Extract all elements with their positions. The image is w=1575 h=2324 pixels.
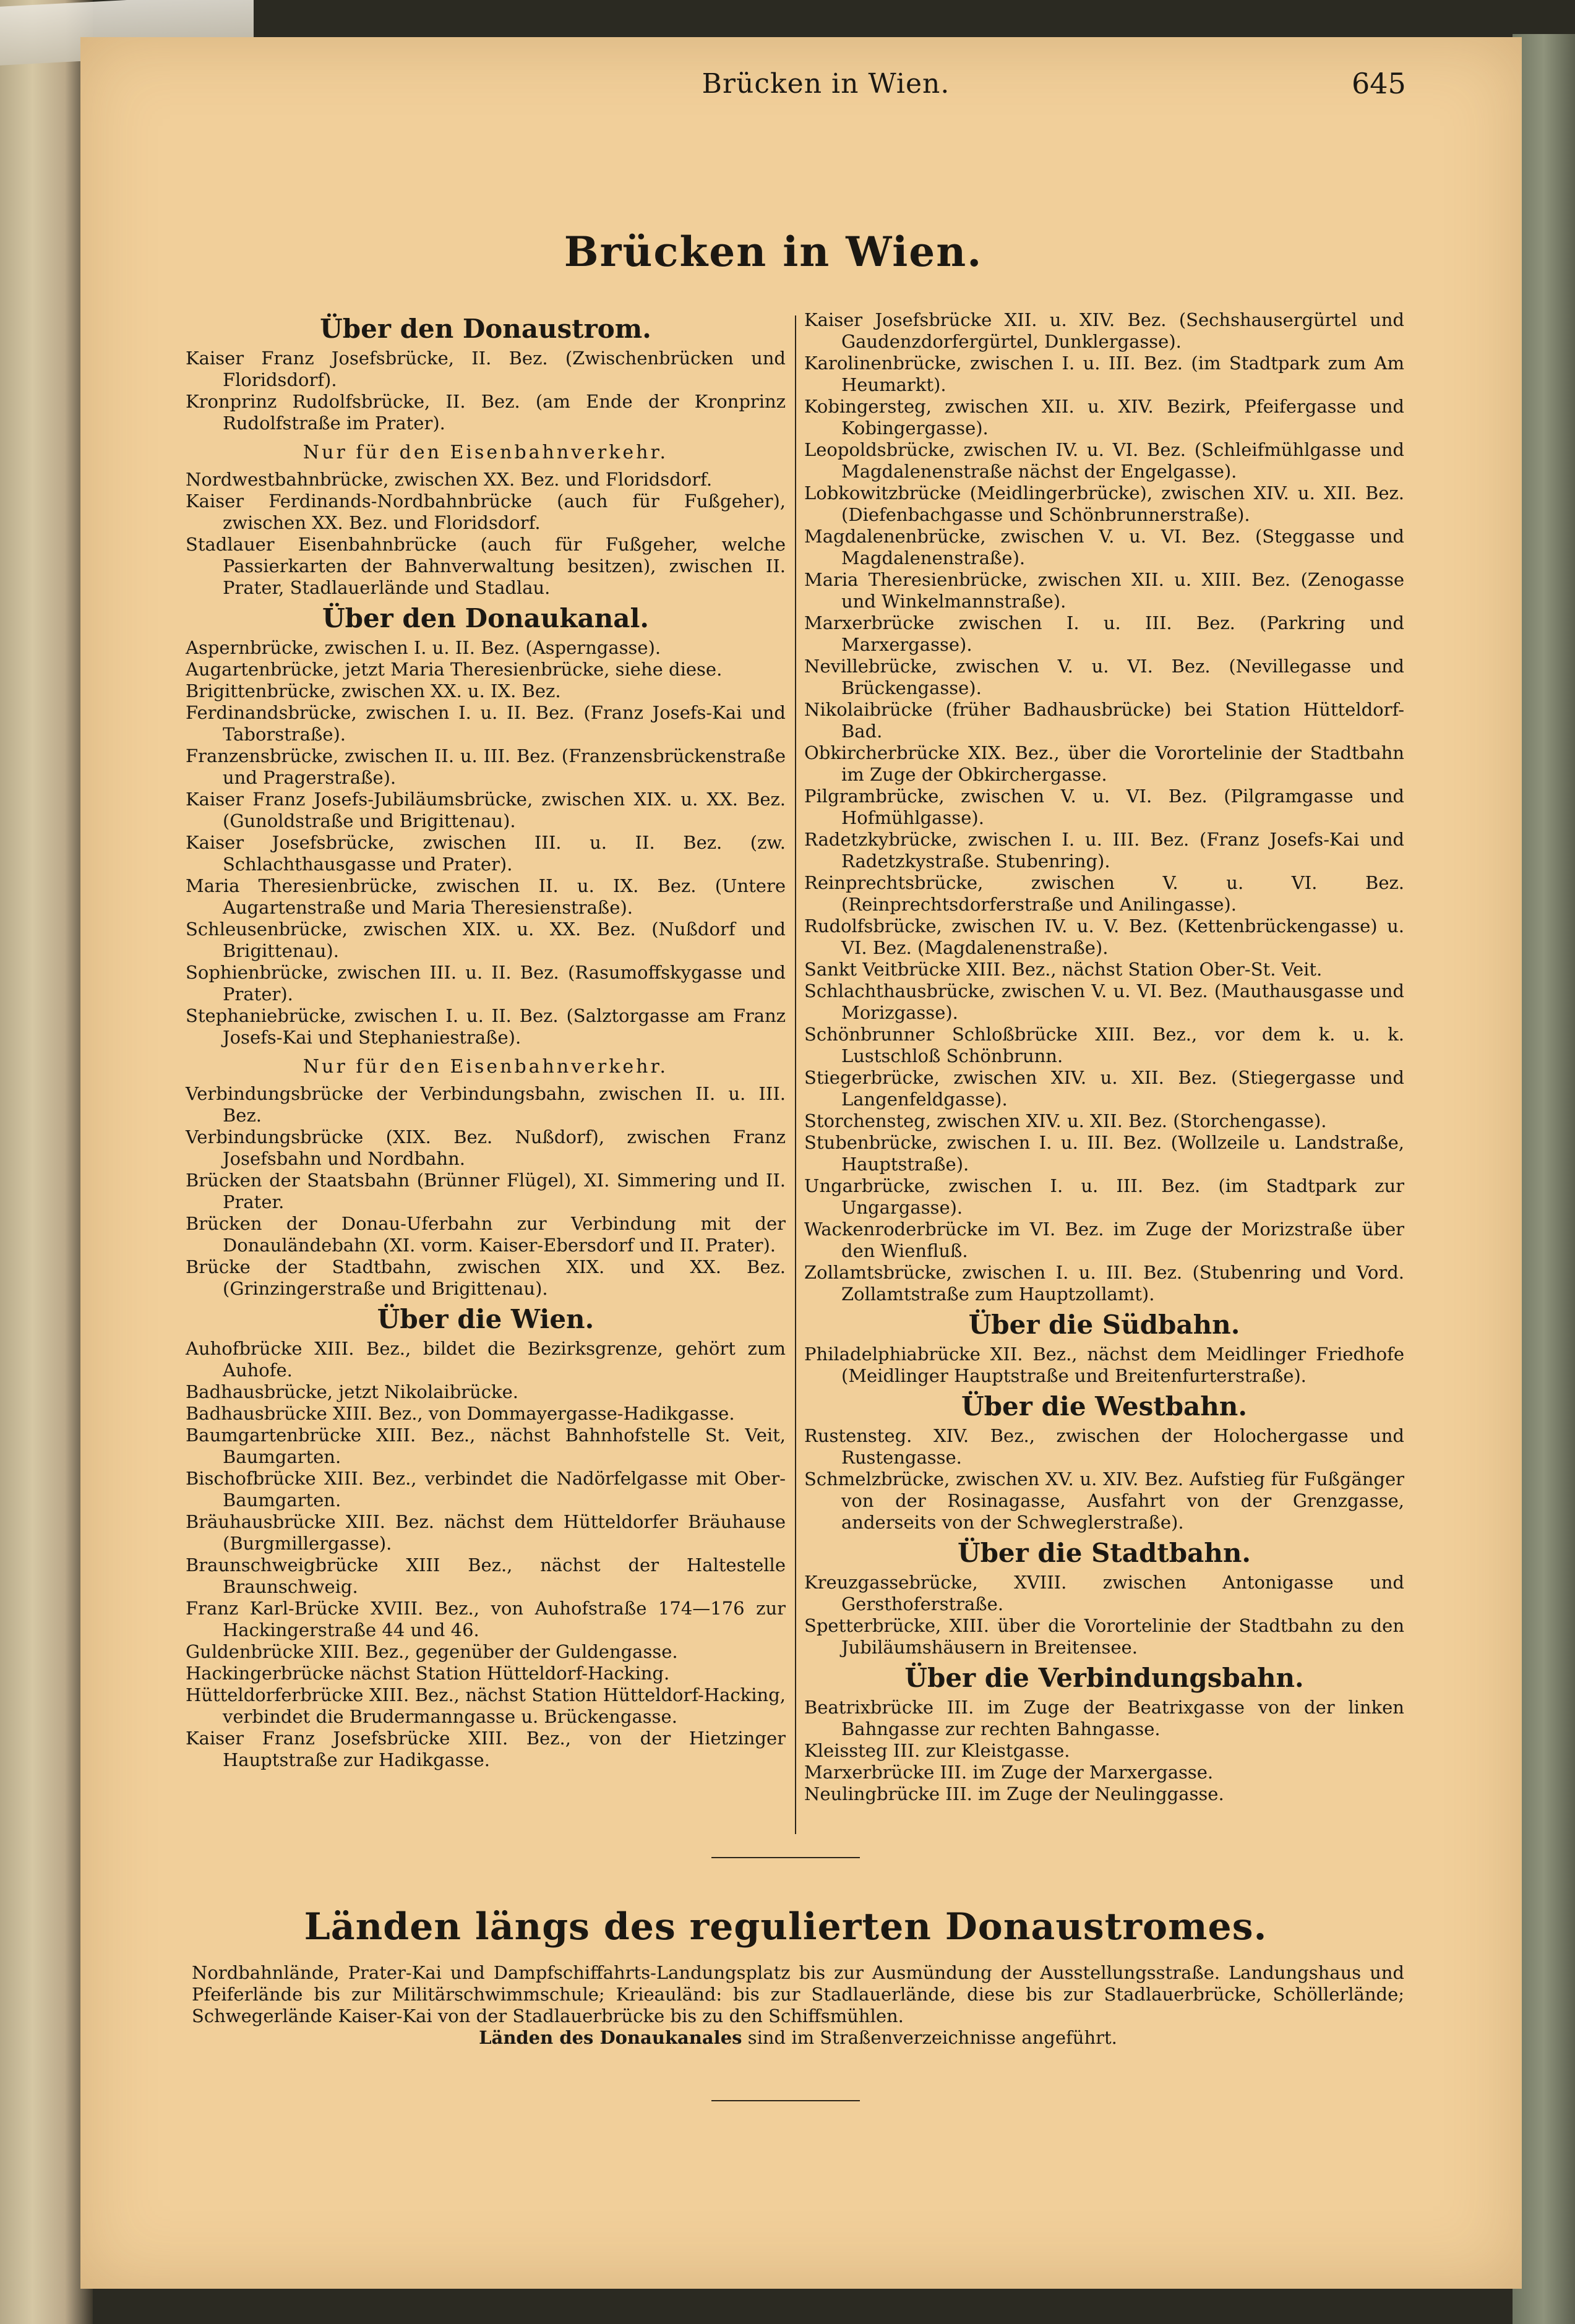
- laenden-note-rest: sind im Straßenverzeichnisse angeführt.: [742, 2027, 1117, 2048]
- list-item: Lobkowitzbrücke (Meidlingerbrücke), zwischen XIV. u. XII. Bez. (Diefenbachgasse und Schönbrunnerstraße).: [804, 482, 1404, 525]
- list-item: Wackenroderbrücke im VI. Bez. im Zuge der Morizstraße über den Wienfluß.: [804, 1219, 1404, 1261]
- list-item: Spetterbrücke, XIII. über die Vorortelinie der Stadtbahn zu den Jubiläumshäusern in Breitensee.: [804, 1615, 1404, 1658]
- list-item: Schlachthausbrücke, zwischen V. u. VI. Bez. (Mauthausgasse und Morizgasse).: [804, 980, 1404, 1023]
- list-item: Schmelzbrücke, zwischen XV. u. XIV. Bez. Aufstieg für Fußgänger von der Rosinagasse, Ausfahrt von der Grenzgasse, anderseits von der Schweglerstraße).: [804, 1469, 1404, 1533]
- list-item: Hackingerbrücke nächst Station Hütteldorf-Hacking.: [186, 1663, 670, 1684]
- section-heading-suedbahn: Über die Südbahn.: [968, 1310, 1240, 1340]
- list-item: Kronprinz Rudolfsbrücke, II. Bez. (am Ende der Kronprinz Rudolfstraße im Prater).: [186, 391, 786, 434]
- list-item: Brücken der Staatsbahn (Brünner Flügel), XI. Simmering und II. Prater.: [186, 1170, 786, 1212]
- list-item: Beatrixbrücke III. im Zuge der Beatrixgasse von der linken Bahngasse zur rechten Bahngasse.: [804, 1697, 1404, 1739]
- list-item: Kaiser Franz Josefs-Jubiläumsbrücke, zwischen XIX. u. XX. Bez. (Gunoldstraße und Brigittenau).: [186, 789, 786, 831]
- list-item: Reinprechtsbrücke, zwischen V. u. VI. Bez. (Reinprechtsdorferstraße und Anilingasse).: [804, 872, 1404, 915]
- list-item: Kleissteg III. zur Kleistgasse.: [804, 1740, 1070, 1761]
- section-heading-stadtbahn: Über die Stadtbahn.: [957, 1538, 1251, 1568]
- list-item: Marxerbrücke zwischen I. u. III. Bez. (Parkring und Marxergasse).: [804, 612, 1404, 655]
- list-item: Bischofbrücke XIII. Bez., verbindet die Nadörfelgasse mit Ober-Baumgarten.: [186, 1468, 786, 1511]
- separator-rule: [711, 1857, 860, 1858]
- running-head-title: Brücken in Wien.: [702, 68, 950, 100]
- list-item: Nordwestbahnbrücke, zwischen XX. Bez. und Floridsdorf.: [186, 469, 713, 490]
- list-item: Philadelphiabrücke XII. Bez., nächst dem Meidlinger Friedhofe (Meidlinger Hauptstraße und Breitenfurterstraße).: [804, 1344, 1404, 1386]
- list-item: Kreuzgassebrücke, XVIII. zwischen Antonigasse und Gersthoferstraße.: [804, 1572, 1404, 1614]
- laenden-text: Nordbahnlände, Prater-Kai und Dampfschiffahrts-Landungsplatz bis zur Ausmündung der Ausstellungsstraße. Landungshaus und Pfeiferlände bis zur Militärschwimmschule; Krieauländ: bis zur Stadlauerlände, diese bis zur Stadlauerbrücke, Schöllerlände; Schwegerlände Kaiser-Kai von der Stadlauerbrücke bis zu den Schiffsmühlen.: [192, 1962, 1404, 2026]
- list-item: Brücken der Donau-Uferbahn zur Verbindung mit der Donauländebahn (XI. vorm. Kaiser-Ebersdorf und II. Prater).: [186, 1213, 786, 1256]
- list-item: Sophienbrücke, zwischen III. u. II. Bez. (Rasumoffskygasse und Prater).: [186, 962, 786, 1005]
- list-item: Obkircherbrücke XIX. Bez., über die Vorortelinie der Stadtbahn im Zuge der Obkirchergasse.: [804, 742, 1404, 785]
- list-item: Stubenbrücke, zwischen I. u. III. Bez. (Wollzeile u. Landstraße, Hauptstraße).: [804, 1132, 1404, 1175]
- list-item: Franz Karl-Brücke XVIII. Bez., von Auhofstraße 174—176 zur Hackingerstraße 44 und 46.: [186, 1598, 786, 1640]
- list-item: Stadlauer Eisenbahnbrücke (auch für Fußgeher, welche Passierkarten der Bahnverwaltung besitzen), zwischen II. Prater, Stadlauerlände und Stadlau.: [186, 534, 786, 598]
- list-item: Stephaniebrücke, zwischen I. u. II. Bez. (Salztorgasse am Franz Josefs-Kai und Stephaniestraße).: [186, 1005, 786, 1048]
- list-item: Neulingbrücke III. im Zuge der Neulinggasse.: [804, 1783, 1224, 1804]
- list-item: Verbindungsbrücke der Verbindungsbahn, zwischen II. u. III. Bez.: [186, 1083, 786, 1126]
- page-title: Brücken in Wien.: [564, 228, 983, 276]
- list-item: Storchensteg, zwischen XIV. u. XII. Bez. (Storchengasse).: [804, 1110, 1327, 1131]
- list-item: Hütteldorferbrücke XIII. Bez., nächst Station Hütteldorf-Hacking, verbindet die Brudermanngasse u. Brückengasse.: [186, 1684, 786, 1727]
- list-item: Kaiser Josefsbrücke, zwischen III. u. II. Bez. (zw. Schlachthausgasse und Prater).: [186, 832, 786, 875]
- laenden-note-bold: Länden des Donaukanales: [479, 2027, 742, 2048]
- laenden-title: Länden längs des regulierten Donaustromes.: [304, 1905, 1268, 1949]
- list-item: Magdalenenbrücke, zwischen V. u. VI. Bez. (Steggasse und Magdalenenstraße).: [804, 526, 1404, 568]
- list-item: Schleusenbrücke, zwischen XIX. u. XX. Bez. (Nußdorf und Brigittenau).: [186, 919, 786, 961]
- list-item: Maria Theresienbrücke, zwischen XII. u. XIII. Bez. (Zenogasse und Winkelmannstraße).: [804, 569, 1404, 612]
- list-item: Rudolfsbrücke, zwischen IV. u. V. Bez. (Kettenbrückengasse) u. VI. Bez. (Magdalenenstraße).: [804, 915, 1404, 958]
- list-item: Kaiser Franz Josefsbrücke XIII. Bez., von der Hietzinger Hauptstraße zur Hadikgasse.: [186, 1728, 786, 1770]
- list-item: Auhofbrücke XIII. Bez., bildet die Bezirksgrenze, gehört zum Auhofe.: [186, 1338, 786, 1381]
- page-number: 645: [1352, 67, 1406, 100]
- list-item: Sankt Veitbrücke XIII. Bez., nächst Station Ober-St. Veit.: [804, 959, 1323, 980]
- subheading-rail: Nur für den Eisenbahnverkehr.: [303, 1056, 669, 1078]
- list-item: Braunschweigbrücke XIII Bez., nächst der Haltestelle Braunschweig.: [186, 1554, 786, 1597]
- list-item: Franzensbrücke, zwischen II. u. III. Bez. (Franzensbrückenstraße und Pragerstraße).: [186, 745, 786, 788]
- right-column: [804, 309, 1404, 1805]
- list-item: Karolinenbrücke, zwischen I. u. III. Bez. (im Stadtpark zum Am Heumarkt).: [804, 353, 1404, 395]
- list-item: Kaiser Josefsbrücke XII. u. XIV. Bez. (Sechshausergürtel und Gaudenzdorfergürtel, Dunklergasse).: [804, 309, 1404, 352]
- list-item: Badhausbrücke, jetzt Nikolaibrücke.: [186, 1381, 518, 1402]
- list-item: Leopoldsbrücke, zwischen IV. u. VI. Bez. (Schleifmühlgasse und Magdalenenstraße nächst der Engelgasse).: [804, 439, 1404, 482]
- left-binding: [0, 0, 93, 2324]
- section-heading-donaustrom: Über den Donaustrom.: [320, 314, 651, 344]
- list-item: Bräuhausbrücke XIII. Bez. nächst dem Hütteldorfer Bräuhause (Burgmillergasse).: [186, 1511, 786, 1554]
- list-item: Badhausbrücke XIII. Bez., von Dommayergasse-Hadikgasse.: [186, 1403, 735, 1424]
- section-heading-verbindungsbahn: Über die Verbindungsbahn.: [904, 1663, 1304, 1693]
- laenden-note: [192, 2027, 1404, 2049]
- subheading-rail: Nur für den Eisenbahnverkehr.: [303, 442, 669, 463]
- list-item: Nikolaibrücke (früher Badhausbrücke) bei Station Hütteldorf-Bad.: [804, 699, 1404, 742]
- list-item: Aspernbrücke, zwischen I. u. II. Bez. (Asperngasse).: [186, 637, 661, 658]
- list-item: Marxerbrücke III. im Zuge der Marxergasse.: [804, 1762, 1214, 1783]
- section-heading-wien: Über die Wien.: [377, 1304, 594, 1334]
- list-item: Kobingersteg, zwischen XII. u. XIV. Bezirk, Pfeifergasse und Kobingergasse).: [804, 396, 1404, 439]
- list-item: Stiegerbrücke, zwischen XIV. u. XII. Bez. (Stiegergasse und Langenfeldgasse).: [804, 1067, 1404, 1110]
- left-column: [186, 309, 786, 1771]
- list-item: Zollamtsbrücke, zwischen I. u. III. Bez. (Stubenring und Vord. Zollamtstraße zum Hauptzollamt).: [804, 1262, 1404, 1305]
- list-item: Guldenbrücke XIII. Bez., gegenüber der Guldengasse.: [186, 1641, 678, 1662]
- list-item: Pilgrambrücke, zwischen V. u. VI. Bez. (Pilgramgasse und Hofmühlgasse).: [804, 786, 1404, 828]
- right-board-edge: [1513, 34, 1575, 2324]
- list-item: Nevillebrücke, zwischen V. u. VI. Bez. (Nevillegasse und Brückengasse).: [804, 656, 1404, 698]
- list-item: Kaiser Ferdinands-Nordbahnbrücke (auch für Fußgeher), zwischen XX. Bez. und Floridsdorf.: [186, 491, 786, 533]
- list-item: Augartenbrücke, jetzt Maria Theresienbrücke, siehe diese.: [186, 659, 723, 680]
- list-item: Brücke der Stadtbahn, zwischen XIX. und XX. Bez. (Grinzingerstraße und Brigittenau).: [186, 1256, 786, 1299]
- section-heading-donaukanal: Über den Donaukanal.: [322, 603, 650, 633]
- list-item: Kaiser Franz Josefsbrücke, II. Bez. (Zwischenbrücken und Floridsdorf).: [186, 348, 786, 390]
- list-item: Schönbrunner Schloßbrücke XIII. Bez., vor dem k. u. k. Lustschloß Schönbrunn.: [804, 1024, 1404, 1066]
- column-divider: [795, 315, 796, 1834]
- list-item: Maria Theresienbrücke, zwischen II. u. IX. Bez. (Untere Augartenstraße und Maria Theresienstraße).: [186, 875, 786, 918]
- list-item: Radetzkybrücke, zwischen I. u. III. Bez. (Franz Josefs-Kai und Radetzkystraße. Stubenring).: [804, 829, 1404, 872]
- list-item: Ungarbrücke, zwischen I. u. III. Bez. (im Stadtpark zur Ungargasse).: [804, 1175, 1404, 1218]
- list-item: Brigittenbrücke, zwischen XX. u. IX. Bez.: [186, 680, 561, 701]
- list-item: Rustensteg. XIV. Bez., zwischen der Holochergasse und Rustengasse.: [804, 1425, 1404, 1468]
- list-item: Verbindungsbrücke (XIX. Bez. Nußdorf), zwischen Franz Josefsbahn und Nordbahn.: [186, 1126, 786, 1169]
- separator-rule: [711, 2100, 860, 2101]
- section-heading-westbahn: Über die Westbahn.: [961, 1391, 1247, 1421]
- list-item: Baumgartenbrücke XIII. Bez., nächst Bahnhofstelle St. Veit, Baumgarten.: [186, 1425, 786, 1467]
- list-item: Ferdinandsbrücke, zwischen I. u. II. Bez. (Franz Josefs-Kai und Taborstraße).: [186, 702, 786, 745]
